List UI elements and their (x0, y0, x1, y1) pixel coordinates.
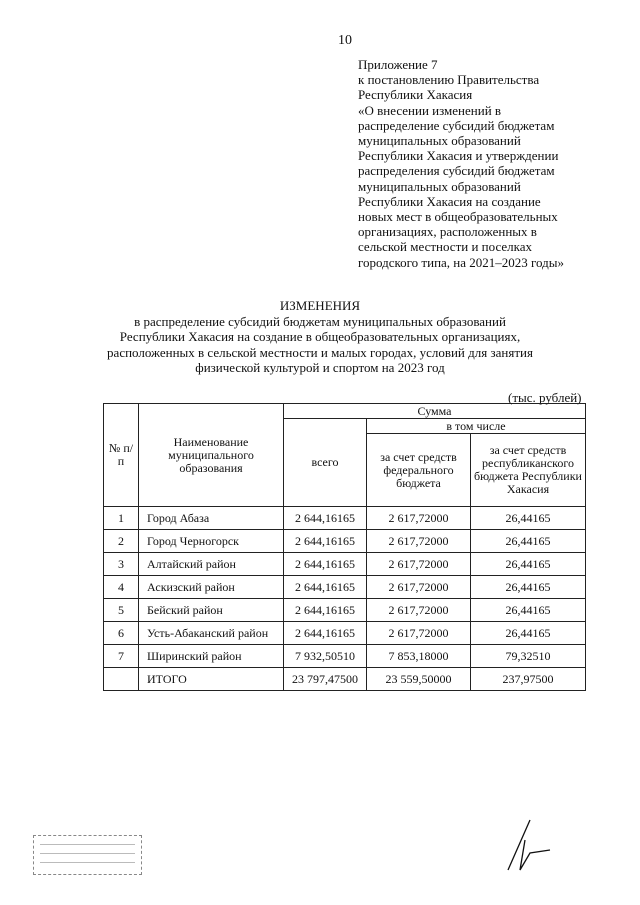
annex-line: распределения субсидий бюджетам (358, 163, 555, 179)
annex-line: новых мест в общеобразовательных (358, 209, 558, 225)
annex-line: «О внесении изменений в (358, 102, 502, 118)
units-label: (тыс. рублей) (508, 390, 582, 405)
cell-num: 1 (104, 507, 139, 530)
cell-republic: 79,32510 (471, 645, 586, 668)
cell-num: 6 (104, 622, 139, 645)
cell-name: Бейский район (139, 599, 284, 622)
col-name-header: Наименование муниципального образования (139, 404, 284, 507)
table-row (104, 668, 586, 691)
table-row (104, 622, 586, 645)
annex-line: сельской местности и поселках (358, 239, 533, 255)
cell-total: 7 932,50510 (284, 645, 367, 668)
title-line: ИЗМЕНЕНИЯ (279, 298, 361, 313)
cell-total: 2 644,16165 (284, 599, 367, 622)
cell-federal: 2 617,72000 (367, 622, 471, 645)
cell-federal: 2 617,72000 (367, 507, 471, 530)
col-including-header: в том числе (367, 419, 586, 434)
col-total-header: всего (284, 419, 367, 507)
cell-name: Аскизский район (139, 576, 284, 599)
cell-republic: 26,44165 (471, 599, 586, 622)
annex-line: Республики Хакасия (358, 87, 473, 103)
cell-federal: 2 617,72000 (367, 553, 471, 576)
cell-total: 2 644,16165 (284, 622, 367, 645)
cell-republic: 237,97500 (471, 668, 586, 691)
cell-name: Город Абаза (139, 507, 284, 530)
cell-federal: 2 617,72000 (367, 576, 471, 599)
cell-republic: 26,44165 (471, 622, 586, 645)
cell-num: 7 (104, 645, 139, 668)
annex-line: муниципальных образований (358, 133, 521, 149)
cell-num: 2 (104, 530, 139, 553)
stamp (33, 835, 142, 875)
cell-federal: 2 617,72000 (367, 599, 471, 622)
cell-total: 23 797,47500 (284, 668, 367, 691)
table-row (104, 576, 586, 599)
cell-republic: 26,44165 (471, 507, 586, 530)
cell-federal: 23 559,50000 (367, 668, 471, 691)
annex-header (358, 57, 628, 270)
cell-total: 2 644,16165 (284, 576, 367, 599)
col-num-header: № п/п (104, 404, 139, 507)
col-sum-header: Сумма (284, 404, 586, 419)
annex-line: городского типа, на 2021–2023 годы» (358, 254, 565, 270)
title-line: расположенных в сельской местности и малых городах, условий для занятия (107, 344, 533, 360)
table-row (104, 530, 586, 553)
cell-name: Алтайский район (139, 553, 284, 576)
cell-federal: 2 617,72000 (367, 530, 471, 553)
col-federal-header: за счет средств федерального бюджета (367, 434, 471, 507)
annex-line: Приложение 7 (358, 57, 438, 72)
cell-total: 2 644,16165 (284, 530, 367, 553)
annex-line: распределение субсидий бюджетам (358, 117, 555, 133)
col-republic-header: за счет средств республиканского бюджета Республики Хакасия (471, 434, 586, 507)
table-row (104, 507, 586, 530)
annex-line: к постановлению Правительства (358, 72, 540, 88)
title-line: в распределение субсидий бюджетам муниципальных образований (134, 313, 506, 329)
cell-total: 2 644,16165 (284, 507, 367, 530)
title-line: Республики Хакасия на создание в общеобразовательных организациях, (119, 329, 521, 344)
cell-num: 3 (104, 553, 139, 576)
cell-republic: 26,44165 (471, 576, 586, 599)
annex-line: Республики Хакасия на создание (358, 193, 541, 209)
annex-line: организациях, расположенных в (358, 224, 537, 240)
cell-name: ИТОГО (139, 668, 284, 691)
table-row (104, 553, 586, 576)
cell-federal: 7 853,18000 (367, 645, 471, 668)
cell-total: 2 644,16165 (284, 553, 367, 576)
cell-num (104, 668, 139, 691)
cell-name: Ширинский район (139, 645, 284, 668)
cell-num: 5 (104, 599, 139, 622)
signature (500, 815, 560, 875)
title-line: физической культурой и спортом на 2023 год (195, 360, 445, 375)
subsidy-table (103, 403, 586, 691)
cell-republic: 26,44165 (471, 553, 586, 576)
table-row (104, 645, 586, 668)
annex-line: Республики Хакасия и утверждении (358, 148, 559, 164)
cell-name: Усть-Абаканский район (139, 622, 284, 645)
cell-republic: 26,44165 (471, 530, 586, 553)
document-title (0, 298, 640, 376)
annex-line: муниципальных образований (358, 178, 521, 194)
page-number: 10 (338, 33, 352, 48)
cell-num: 4 (104, 576, 139, 599)
table-row (104, 599, 586, 622)
cell-name: Город Черногорск (139, 530, 284, 553)
